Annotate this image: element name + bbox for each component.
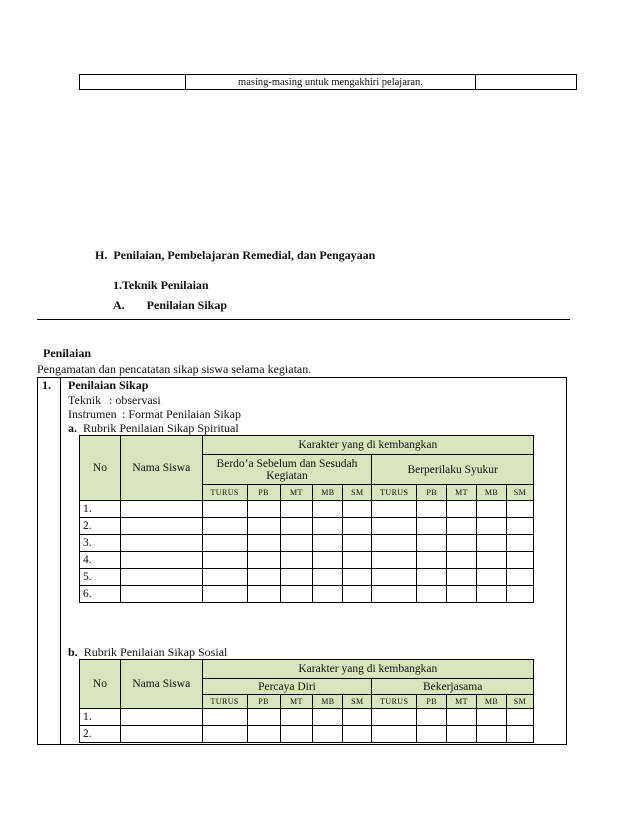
score-cell bbox=[313, 518, 343, 535]
top-table-cell-right bbox=[476, 75, 577, 90]
sub-header: MT bbox=[447, 695, 477, 709]
sub-header: PB bbox=[247, 695, 280, 709]
sub-header: MB bbox=[313, 485, 343, 501]
table-row bbox=[80, 726, 534, 743]
score-cell bbox=[417, 726, 447, 743]
score-cell bbox=[372, 518, 417, 535]
nama-siswa-cell bbox=[120, 586, 202, 603]
score-cell bbox=[313, 535, 343, 552]
score-cell bbox=[202, 569, 247, 586]
row-number: 3. bbox=[80, 535, 121, 552]
score-cell bbox=[202, 501, 247, 518]
score-cell bbox=[202, 726, 247, 743]
table-row bbox=[80, 709, 534, 726]
horizontal-rule bbox=[37, 319, 570, 320]
penilaian-sikap-heading bbox=[113, 298, 227, 313]
score-cell bbox=[477, 709, 507, 726]
instrumen-line bbox=[68, 407, 241, 422]
rubric-b-caption bbox=[68, 645, 227, 660]
char-1-header: Berdo’a Sebelum dan Sesudah Kegiatan bbox=[202, 455, 372, 485]
rubric-b-label: b. bbox=[68, 645, 78, 659]
top-table-cell-text: masing-masing untuk mengakhiri pelajaran. bbox=[185, 75, 475, 90]
score-cell bbox=[343, 726, 372, 743]
score-cell bbox=[343, 535, 372, 552]
col-no-header: No bbox=[80, 436, 121, 501]
score-cell bbox=[506, 709, 533, 726]
top-table-fragment bbox=[79, 74, 577, 90]
score-cell bbox=[202, 518, 247, 535]
score-cell bbox=[506, 518, 533, 535]
table-row bbox=[80, 535, 534, 552]
nama-siswa-cell bbox=[120, 709, 202, 726]
score-cell bbox=[372, 709, 417, 726]
row-number: 6. bbox=[80, 586, 121, 603]
score-cell bbox=[447, 586, 477, 603]
score-cell bbox=[506, 552, 533, 569]
score-cell bbox=[372, 501, 417, 518]
score-cell bbox=[313, 569, 343, 586]
score-cell bbox=[280, 586, 313, 603]
score-cell bbox=[247, 586, 280, 603]
score-cell bbox=[280, 518, 313, 535]
score-cell bbox=[447, 552, 477, 569]
table-row bbox=[80, 586, 534, 603]
score-cell bbox=[280, 552, 313, 569]
section-h-title: Penilaian, Pembelajaran Remedial, dan Pengayaan bbox=[113, 248, 376, 262]
teknik-label: Teknik bbox=[68, 393, 102, 407]
assessment-box-divider bbox=[60, 377, 61, 745]
score-cell bbox=[313, 552, 343, 569]
score-cell bbox=[372, 726, 417, 743]
score-cell bbox=[313, 586, 343, 603]
sub-header: TURUS bbox=[372, 695, 417, 709]
sub-header: MB bbox=[477, 695, 507, 709]
score-cell bbox=[447, 726, 477, 743]
sub-header: PB bbox=[417, 485, 447, 501]
penilaian-sikap-label: A. bbox=[113, 298, 125, 312]
table-row bbox=[80, 518, 534, 535]
rubric-a-caption bbox=[68, 421, 239, 436]
score-cell bbox=[447, 569, 477, 586]
sub-header: PB bbox=[247, 485, 280, 501]
score-cell bbox=[280, 709, 313, 726]
nama-siswa-cell bbox=[120, 518, 202, 535]
table-row bbox=[80, 501, 534, 518]
col-nama-header: Nama Siswa bbox=[120, 436, 202, 501]
top-table-cell-left bbox=[80, 75, 186, 90]
sub-header: SM bbox=[343, 695, 372, 709]
score-cell bbox=[477, 726, 507, 743]
char-2-header: Berperilaku Syukur bbox=[372, 455, 534, 485]
instrumen-label: Instrumen bbox=[68, 407, 117, 421]
sub-header: SM bbox=[506, 485, 533, 501]
score-cell bbox=[372, 552, 417, 569]
penilaian-sikap-title: Penilaian Sikap bbox=[146, 298, 228, 312]
score-cell bbox=[506, 726, 533, 743]
score-cell bbox=[343, 586, 372, 603]
score-cell bbox=[247, 726, 280, 743]
sub-header: PB bbox=[417, 695, 447, 709]
score-cell bbox=[202, 535, 247, 552]
score-cell bbox=[447, 501, 477, 518]
penilaian-subtitle: Pengamatan dan pencatatan sikap siswa selama kegiatan. bbox=[37, 362, 312, 376]
col-nama-header: Nama Siswa bbox=[120, 660, 202, 709]
nama-siswa-cell bbox=[120, 501, 202, 518]
score-cell bbox=[280, 569, 313, 586]
score-cell bbox=[313, 501, 343, 518]
row-number: 1. bbox=[80, 501, 121, 518]
score-cell bbox=[477, 586, 507, 603]
sub-header: TURUS bbox=[372, 485, 417, 501]
sub-header: MB bbox=[313, 695, 343, 709]
penilaian-title: Penilaian bbox=[43, 346, 92, 360]
score-cell bbox=[447, 535, 477, 552]
char-1-header: Percaya Diri bbox=[202, 679, 372, 695]
score-cell bbox=[447, 518, 477, 535]
score-cell bbox=[247, 518, 280, 535]
nama-siswa-cell bbox=[120, 569, 202, 586]
rubric-a-title: Rubrik Penilaian Sikap Spiritual bbox=[83, 421, 239, 435]
sub-header: MT bbox=[447, 485, 477, 501]
row-number: 2. bbox=[80, 518, 121, 535]
score-cell bbox=[280, 726, 313, 743]
sub-header: SM bbox=[343, 485, 372, 501]
sub-header: MT bbox=[280, 485, 313, 501]
score-cell bbox=[447, 709, 477, 726]
score-cell bbox=[202, 586, 247, 603]
group-header: Karakter yang di kembangkan bbox=[202, 660, 533, 679]
rubric-b-title: Rubrik Penilaian Sikap Sosial bbox=[83, 645, 228, 659]
score-cell bbox=[372, 586, 417, 603]
score-cell bbox=[417, 535, 447, 552]
item-number: 1. bbox=[42, 378, 51, 392]
nama-siswa-cell bbox=[120, 726, 202, 743]
section-h-heading bbox=[95, 248, 375, 263]
score-cell bbox=[343, 518, 372, 535]
table-row bbox=[80, 552, 534, 569]
score-cell bbox=[417, 586, 447, 603]
score-cell bbox=[247, 535, 280, 552]
sub-header: SM bbox=[506, 695, 533, 709]
row-number: 5. bbox=[80, 569, 121, 586]
score-cell bbox=[343, 552, 372, 569]
score-cell bbox=[417, 552, 447, 569]
score-cell bbox=[343, 569, 372, 586]
score-cell bbox=[247, 569, 280, 586]
score-cell bbox=[247, 501, 280, 518]
score-cell bbox=[202, 552, 247, 569]
score-cell bbox=[506, 535, 533, 552]
row-number: 2. bbox=[80, 726, 121, 743]
score-cell bbox=[343, 709, 372, 726]
item-title: Penilaian Sikap bbox=[68, 378, 149, 392]
score-cell bbox=[477, 569, 507, 586]
nama-siswa-cell bbox=[120, 535, 202, 552]
sub-header: TURUS bbox=[202, 485, 247, 501]
score-cell bbox=[477, 501, 507, 518]
score-cell bbox=[202, 709, 247, 726]
rubric-a-table bbox=[79, 435, 534, 603]
teknik-penilaian-heading: 1.Teknik Penilaian bbox=[113, 278, 209, 292]
score-cell bbox=[506, 569, 533, 586]
row-number: 4. bbox=[80, 552, 121, 569]
score-cell bbox=[477, 535, 507, 552]
rubric-b-table bbox=[79, 659, 534, 743]
instrumen-value: : Format Penilaian Sikap bbox=[122, 407, 241, 421]
col-no-header: No bbox=[80, 660, 121, 709]
score-cell bbox=[313, 726, 343, 743]
rubric-a-label: a. bbox=[68, 421, 77, 435]
score-cell bbox=[477, 552, 507, 569]
score-cell bbox=[372, 535, 417, 552]
section-h-label: H. bbox=[95, 248, 108, 262]
score-cell bbox=[506, 501, 533, 518]
score-cell bbox=[417, 709, 447, 726]
score-cell bbox=[417, 569, 447, 586]
score-cell bbox=[417, 501, 447, 518]
score-cell bbox=[247, 709, 280, 726]
table-row bbox=[80, 569, 534, 586]
row-number: 1. bbox=[80, 709, 121, 726]
score-cell bbox=[477, 518, 507, 535]
score-cell bbox=[247, 552, 280, 569]
score-cell bbox=[343, 501, 372, 518]
sub-header: MB bbox=[477, 485, 507, 501]
teknik-value: : observasi bbox=[109, 393, 161, 407]
char-2-header: Bekerjasama bbox=[372, 679, 534, 695]
score-cell bbox=[417, 518, 447, 535]
score-cell bbox=[506, 586, 533, 603]
score-cell bbox=[280, 501, 313, 518]
score-cell bbox=[372, 569, 417, 586]
score-cell bbox=[313, 709, 343, 726]
group-header: Karakter yang di kembangkan bbox=[202, 436, 533, 455]
sub-header: TURUS bbox=[202, 695, 247, 709]
sub-header: MT bbox=[280, 695, 313, 709]
nama-siswa-cell bbox=[120, 552, 202, 569]
teknik-line bbox=[68, 393, 161, 408]
score-cell bbox=[280, 535, 313, 552]
